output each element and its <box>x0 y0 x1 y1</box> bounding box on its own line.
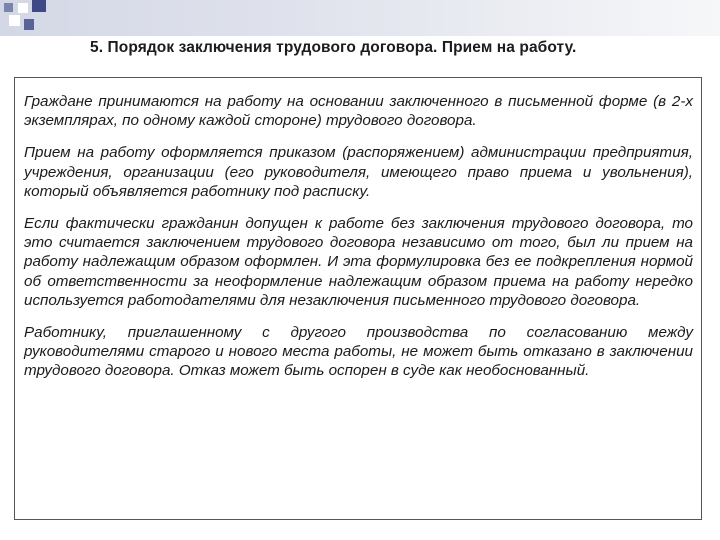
paragraph: Если фактически гражданин допущен к работе без заключения трудового договора, то это считается заключением трудового договора независимо от того, был ли прием на работу надлежащим образом оформлен. И эта формулировка без ее подкрепления нормой об ответственности за неоформление надлежащим образом приема на работу нередко используется работодателями для незаключения письменного трудового договора. <box>24 215 693 309</box>
decorative-square <box>9 15 20 26</box>
decorative-square <box>18 3 28 13</box>
header-band <box>0 0 720 36</box>
decorative-square <box>24 19 34 30</box>
content-box <box>14 77 702 520</box>
paragraph: Прием на работу оформляется приказом (распоряжением) администрации предприятия, учреждения, организации (его руководителя, имеющего право приема и увольнения), который объявляется работнику под расписку. <box>24 144 693 200</box>
decorative-square <box>32 0 46 12</box>
paragraph: Работнику, приглашенному с другого производства по согласованию между руководителями старого и нового места работы, не может быть отказано в заключении трудового договора. Отказ может быть оспорен в суде как необоснованный. <box>24 324 693 380</box>
slide-title: 5. Порядок заключения трудового договора. Прием на работу. <box>90 39 577 56</box>
paragraph: Граждане принимаются на работу на основании заключенного в письменной форме (в 2-х экземплярах, по одному каждой стороне) трудового договора. <box>24 93 693 130</box>
decorative-square <box>4 3 13 12</box>
